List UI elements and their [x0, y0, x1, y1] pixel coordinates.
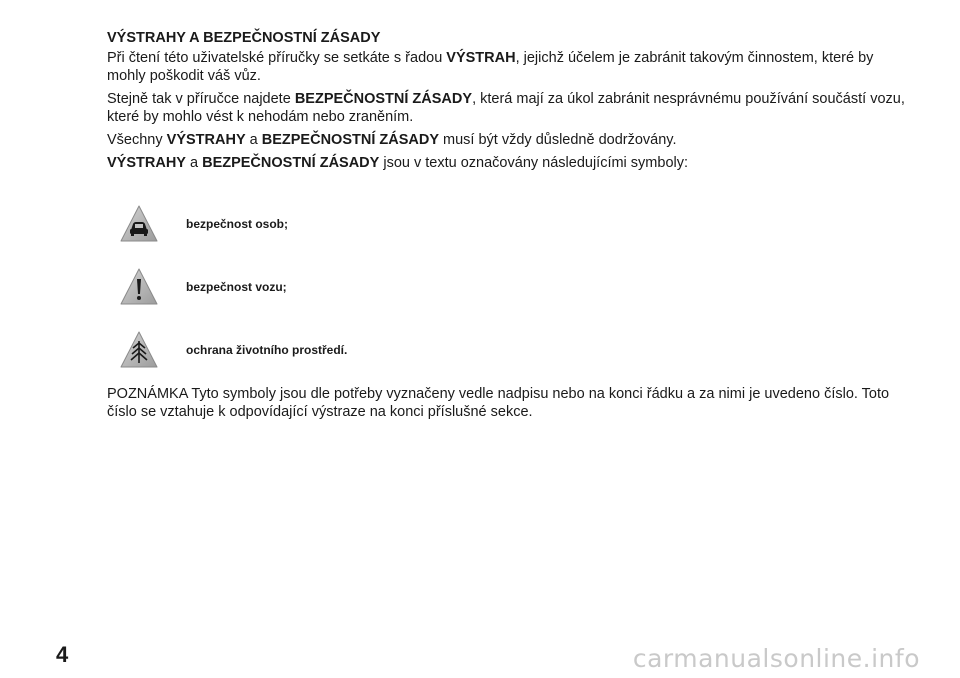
- paragraph-warnings: [107, 49, 907, 85]
- exclamation-warning-icon: [119, 267, 159, 307]
- symbol-item: [119, 318, 907, 381]
- watermark-text: carmanualsonline.info: [632, 644, 920, 673]
- paragraph-safety: [107, 90, 907, 126]
- symbol-label: bezpečnost osob;: [186, 216, 289, 231]
- note-paragraph: POZNÁMKA Tyto symboly jsou dle potřeby vyznačeny vedle nadpisu nebo na konci řádku a za nimi je uvedeno číslo. Toto číslo se vztahuje k odpovídající výstraze na konci příslušné sekce.: [107, 386, 890, 420]
- text: Při čtení této uživatelské příručky se setkáte s řadou: [107, 50, 447, 66]
- paragraph-symbols-intro: [107, 154, 907, 172]
- symbol-label: ochrana životního prostředí.: [186, 342, 348, 357]
- text: Stejně tak v příručce najdete: [107, 91, 295, 107]
- symbol-label: bezpečnost vozu;: [186, 279, 287, 294]
- paragraph-all: [107, 131, 907, 149]
- text: jsou v textu označovány následujícími symboly:: [379, 155, 689, 171]
- bold-term-safety: BEZPEČNOSTNÍ ZÁSADY: [294, 91, 473, 107]
- bold-term-warnings: VÝSTRAHY: [107, 155, 186, 171]
- symbol-list: [107, 192, 907, 381]
- text: , jejichž účelem je zabránit takovým činnostem, které by mohly poškodit váš vůz.: [107, 50, 874, 84]
- bold-term-warnings: VÝSTRAH: [446, 50, 516, 66]
- tree-warning-icon: [119, 330, 159, 370]
- bold-term-safety: BEZPEČNOSTNÍ ZÁSADY: [261, 132, 439, 148]
- text: Všechny: [107, 132, 167, 148]
- page-number: 4: [56, 642, 69, 667]
- symbol-item: [119, 255, 907, 318]
- manual-content: [107, 29, 907, 426]
- text: a: [185, 155, 203, 171]
- text: , která mají za úkol zabránit nesprávnému používání součástí vozu, které by mohlo vést k nehodám nebo zraněním.: [107, 91, 905, 125]
- text: musí být vždy důsledně dodržovány.: [439, 132, 677, 148]
- bold-term-safety: BEZPEČNOSTNÍ ZÁSADY: [202, 155, 380, 171]
- text: a: [245, 132, 262, 148]
- symbol-item: [119, 192, 907, 255]
- car-warning-icon: [119, 204, 159, 244]
- bold-term-warnings: VÝSTRAHY: [166, 132, 246, 148]
- section-title: VÝSTRAHY A BEZPEČNOSTNÍ ZÁSADY: [107, 30, 381, 46]
